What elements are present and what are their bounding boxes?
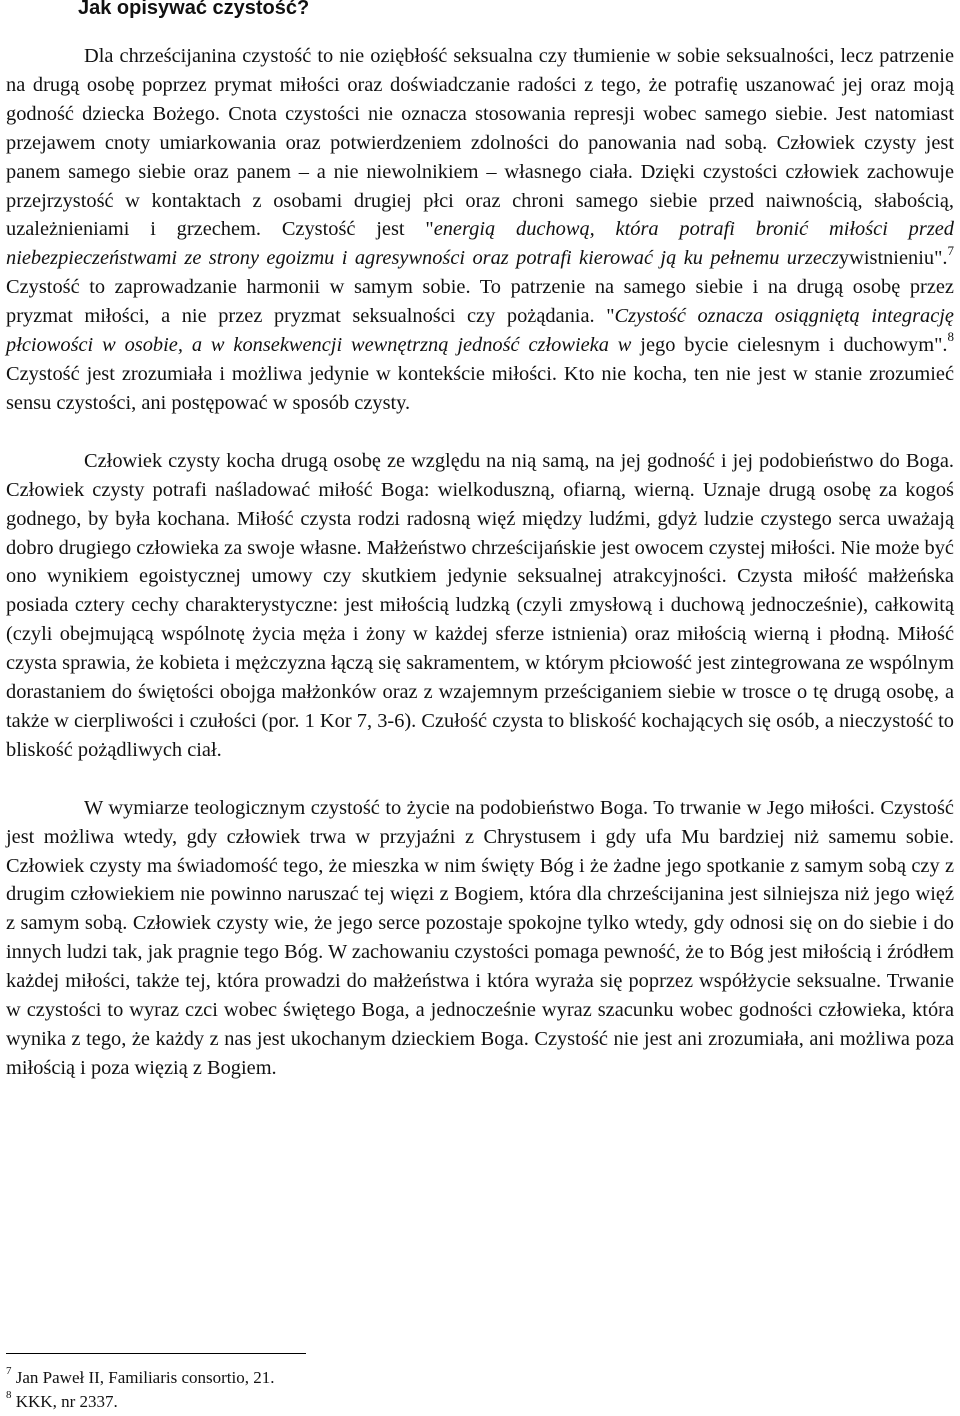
quote-1: energią duchową, która potrafi bronić miłości przed niebezpieczeństwami ze strony egoizmu i agresywności oraz potrafi kierować ją ku pełnemu urzecz — [6, 218, 954, 270]
footnote-7 — [6, 1366, 275, 1390]
paragraph-1-text-b: Czystość to zaprowadzanie harmonii w samym sobie. To patrzenie na samego siebie i na drugą osobę przez pryzmat miłości, a nie przez pryzmat seksualności czy pożądania. " — [6, 276, 954, 328]
paragraph-2: Człowiek czysty kocha drugą osobę ze względu na nią samą, na jej godność i jej podobieństwo do Boga. Człowiek czysty potrafi naśladować miłość Boga: wielkoduszną, ofiarną, wierną. Uznaje drugą osobę za kogoś godnego, by była kochana. Miłość czysta rodzi radosną więź między ludźmi, gdyż ludzie czystego serca uważają dobro drugiego człowieka za swoje własne. Małżeństwo chrześcijańskie jest owocem czystej miłości. Nie może być ono wynikiem egoistycznej umowy czy skutkiem jedynie seksualnej atrakcyjności. Czysta miłość małżeńska posiada cztery cechy charakterystyczne: jest miłością ludzką (czyli zmysłową i duchową jednocześnie), całkowitą (czyli obejmującą wspólnotę życia męża i żony w każdej sferze istnienia) oraz miłością wierną i płodną. Miłość czysta sprawia, że kobieta i mężczyzna łączą się sakramentem, w którym płciowość jest zintegrowana ze wspólnym dorastaniem do świętości obojga małżonków oraz z wzajemnym prześciganiem siebie w trosce o tę drugą osobę, a także w cierpliwości i czułości (por. 1 Kor 7, 3-6). Czułość czysta to bliskość kochających się osób, a nieczystość to bliskość pożądliwych ciał. — [6, 449, 954, 761]
paragraph-1 — [6, 42, 954, 418]
footnotes — [6, 1366, 275, 1414]
paragraph-1-text-c: Czystość jest zrozumiała i możliwa jedynie w kontekście miłości. Kto nie kocha, ten nie jest w stanie zrozumieć sensu czystości, ani postępować w sposób czysty. — [6, 362, 954, 414]
footnote-ref-8[interactable]: 8 — [947, 329, 954, 345]
footnote-8 — [6, 1390, 275, 1414]
footnote-ref-7[interactable]: 7 — [947, 242, 954, 258]
quote-2: Czystość oznacza osiągniętą integrację płciowości w osobie, a w konsekwencji wewnętrzną jedność człowieka w — [6, 305, 954, 357]
quote-1-tail: ywistnieniu". — [838, 247, 948, 270]
paragraph-3: W wymiarze teologicznym czystość to życie na podobieństwo Boga. To trwanie w Jego miłości. Czystość jest możliwa wtedy, gdy człowiek trwa w przyjaźni z Chrystusem i gdy ufa Mu bardziej niż samemu sobie. Człowiek czysty ma świadomość tego, że mieszka w nim święty Bóg i że żadne jego spotkanie z samym sobą czy z drugim człowiekiem nie powinno naruszać tej więzi z Bogiem, która dla chrześcijanina jest silniejsza niż jego więź z samym sobą. Człowiek czysty wie, że jego serce pozostaje spokojne tylko wtedy, gdy odnosi się on do siebie i do innych ludzi tak, jak pragnie tego Bóg. W zachowaniu czystości pomaga pewność, że to Bóg jest miłością i źródłem każdej miłości, także tej, która prowadzi do małżeństwa i która wyraża się poprzez współżycie seksualne. Trwanie w czystości to wyraz czci wobec świętego Boga, a jednocześnie wyraz szacunku wobec godności człowieka, która wynika z tego, że każdy z nas jest ukochanym dzieckiem Boga. Czystość nie jest ani zrozumiała, ani możliwa poza miłością i poza więzią z Bogiem. — [6, 796, 954, 1079]
footnote-number: 7 — [6, 1365, 12, 1378]
quote-2-tail: jego bycie cielesnym i duchowym". — [631, 334, 948, 357]
document-body — [6, 42, 954, 1112]
footnote-text: Jan Paweł II, Familiaris consortio, 21. — [11, 1368, 275, 1387]
footnote-text: KKK, nr 2337. — [11, 1392, 118, 1411]
page-title: Jak opisywać czystość? — [78, 0, 310, 19]
footnote-number: 8 — [6, 1389, 12, 1402]
footnote-divider — [6, 1353, 306, 1354]
paragraph-1-text-a: Dla chrześcijanina czystość to nie oziębłość seksualna czy tłumienie w sobie seksualności, lecz patrzenie na drugą osobę poprzez prymat miłości oraz doświadczanie radości z tego, że potrafię uszanować jej oraz moją godność dziecka Bożego. Cnota czystości nie oznacza stosowania represji wobec samego siebie. Jest natomiast przejawem cnoty umiarkowania oraz potwierdzeniem zdolności do panowania nad sobą. Człowiek czysty jest panem samego siebie oraz panem – a nie niewolnikiem – własnego ciała. Dzięki czystości człowiek zachowuje przejrzystość w kontaktach z osobami drugiej płci oraz chroni samego siebie przed naiwnością, słabością, uzależnieniami i grzechem. Czystość jest " — [6, 45, 954, 241]
